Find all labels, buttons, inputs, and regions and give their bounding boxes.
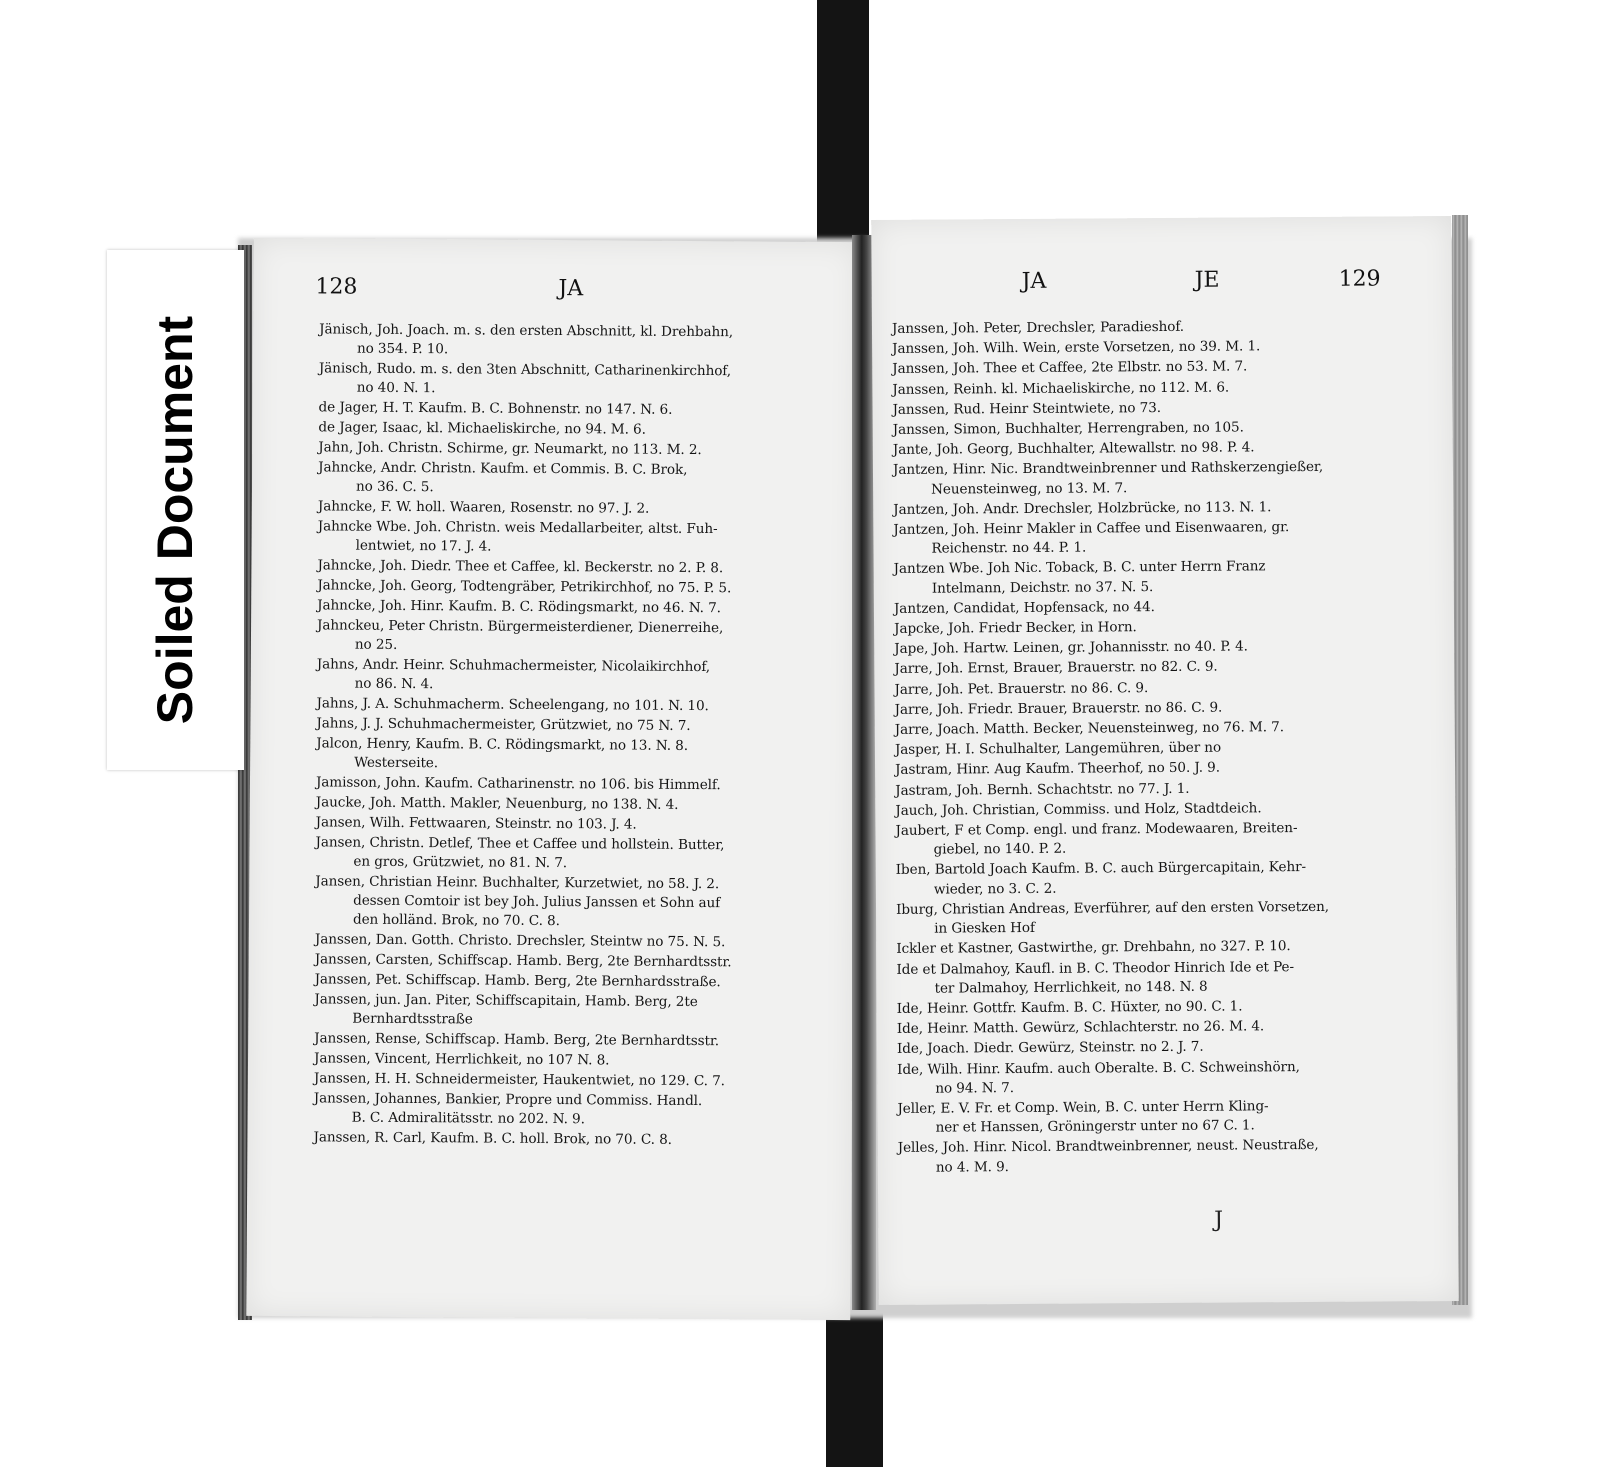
directory-entry <box>316 813 842 836</box>
directory-entry <box>317 596 843 619</box>
entry-continuation-line: giebel, no 140. P. 2. <box>933 840 1067 858</box>
entry-line: Jahnckeu, Peter Christn. Bürgermeisterdiener, Dienerreihe, <box>317 617 724 637</box>
directory-entry <box>893 417 1443 440</box>
entry-continuation-line: no 94. N. 7. <box>935 1079 1014 1097</box>
entry-line: Janssen, Joh. Wilh. Wein, erste Vorsetzen, no 39. M. 1. <box>892 338 1261 358</box>
entry-line: Janssen, jun. Jan. Piter, Schiffscapitain, Hamb. Berg, 2te <box>314 991 698 1011</box>
entry-continuation-line: Neuensteinweg, no 13. M. 7. <box>931 479 1128 498</box>
page-number-right: 129 <box>1338 266 1381 292</box>
entry-line: Janssen, Rense, Schiffscap. Hamb. Berg, 2te Bernhardtsstr. <box>314 1030 720 1050</box>
entry-continuation-line: no 354. P. 10. <box>356 340 449 358</box>
entry-line: Jantzen, Joh. Andr. Drechsler, Holzbrücke, no 113. N. 1. <box>893 499 1272 518</box>
directory-entry <box>316 714 842 737</box>
soiled-document-label: Soiled Document <box>147 315 203 725</box>
entry-line: Jansen, Christn. Detlef, Thee et Caffee und hollstein. Butter, <box>315 834 725 854</box>
entry-line: Ide, Wilh. Hinr. Kaufm. auch Oberalte. B. C. Schweinshörn, <box>897 1058 1300 1078</box>
entry-continuation-line: in Giesken Hof <box>934 920 1035 937</box>
directory-entry <box>894 636 1444 659</box>
entry-line: Janssen, Vincent, Herrlichkeit, no 107 N. 8. <box>313 1050 610 1069</box>
directory-entry <box>893 497 1443 520</box>
directory-entry <box>314 1049 840 1072</box>
directory-entry <box>318 418 844 441</box>
entry-line: Jastram, Joh. Bernh. Schachtstr. no 77. J. 1. <box>895 780 1190 799</box>
directory-entry <box>894 677 1444 700</box>
entry-continuation-line: Westerseite. <box>354 754 439 772</box>
entry-line: Janssen, Simon, Buchhalter, Herrengraben, no 105. <box>892 419 1244 438</box>
entry-line: Janssen, Dan. Gotth. Christo. Drechsler, Steintw no 75. N. 5. <box>314 931 726 951</box>
entry-line: Janssen, Rud. Heinr Steintwiete, no 73. <box>892 399 1161 418</box>
directory-entry <box>318 458 844 500</box>
entry-line: Jante, Joh. Georg, Buchhalter, Altewallstr. no 98. P. 4. <box>892 439 1255 459</box>
entry-line: Janssen, H. H. Schneidermeister, Haukentwiet, no 129. C. 7. <box>313 1070 725 1090</box>
entry-line: Jeller, E. V. Fr. et Comp. Wein, B. C. unter Herrn Kling- <box>897 1098 1269 1117</box>
directory-entry <box>895 758 1445 781</box>
entry-continuation-line: no 36. C. 5. <box>355 478 434 496</box>
entry-line: Jarre, Joh. Pet. Brauerstr. no 86. C. 9. <box>894 679 1149 698</box>
entry-continuation-line: ter Dalmahoy, Herrlichkeit, no 148. N. 8 <box>934 978 1208 997</box>
directory-entry <box>895 798 1445 821</box>
right-page <box>871 216 1459 1305</box>
entry-line: Jantzen Wbe. Joh Nic. Toback, B. C. unter Herrn Franz <box>893 558 1266 578</box>
entry-line: de Jager, Isaac, kl. Michaeliskirche, no 94. M. 6. <box>318 419 646 438</box>
signature-mark: J <box>1214 1207 1224 1233</box>
directory-entry <box>892 397 1442 420</box>
entry-continuation-line: no 40. N. 1. <box>356 379 436 397</box>
directory-entry <box>314 990 840 1032</box>
directory-entry <box>317 655 843 697</box>
entry-line: Jahncke Wbe. Joh. Christn. weis Medallarbeiter, altst. Fuh- <box>317 518 718 538</box>
directory-entry <box>895 737 1445 760</box>
entry-line: de Jager, H. T. Kaufm. B. C. Bohnenstr. no 147. N. 6. <box>318 399 673 418</box>
entry-continuation-line: Intelmann, Deichstr. no 37. N. 5. <box>931 578 1154 597</box>
directory-entry <box>896 957 1446 999</box>
directory-entry <box>314 1089 840 1131</box>
entry-continuation-line: B. C. Admiralitätsstr. no 202. N. 9. <box>351 1109 585 1128</box>
entry-line: Jaubert, F et Comp. engl. und franz. Modewaaren, Breiten- <box>895 820 1298 839</box>
directory-entry <box>313 1128 839 1151</box>
binding-strip-bottom <box>826 1300 883 1467</box>
entry-line: Janssen, R. Carl, Kaufm. B. C. holl. Brok, no 70. C. 8. <box>313 1129 672 1148</box>
directory-entry <box>898 1135 1448 1177</box>
directory-entry <box>896 936 1446 959</box>
directory-entry <box>897 1057 1447 1099</box>
directory-entry <box>892 316 1442 339</box>
right-page-header <box>872 266 1452 304</box>
entry-line: Ide, Heinr. Matth. Gewürz, Schlachterstr. no 26. M. 4. <box>896 1018 1265 1037</box>
entry-line: Jänisch, Rudo. m. s. den 3ten Abschnitt, Catharinenkirchhof, <box>318 360 732 380</box>
directory-entry <box>897 1036 1447 1059</box>
entry-continuation-line: lentwiet, no 17. J. 4. <box>355 537 492 555</box>
entry-line: Janssen, Joh. Peter, Drechsler, Paradieshof. <box>891 318 1185 337</box>
entry-line: Jahncke, Joh. Hinr. Kaufm. B. C. Rödingsmarkt, no 46. N. 7. <box>317 597 721 617</box>
entry-line: Jape, Joh. Hartw. Leinen, gr. Johannisstr. no 40. P. 4. <box>894 638 1248 658</box>
entry-line: Jauch, Joh. Christian, Commiss. und Holz, Stadtdeich. <box>895 800 1262 819</box>
entry-continuation-line: no 86. N. 4. <box>354 675 434 693</box>
left-page-header <box>253 274 857 312</box>
directory-entry <box>893 457 1443 499</box>
left-page-entries <box>313 320 845 1152</box>
running-head-right-1: JA <box>1021 268 1047 294</box>
entry-line: Jansen, Wilh. Fettwaaren, Steinstr. no 103. J. 4. <box>315 814 637 833</box>
entry-line: Ide et Dalmahoy, Kaufl. in B. C. Theodor Hinrich Ide et Pe- <box>896 958 1295 978</box>
entry-line: Ide, Heinr. Gottfr. Kaufm. B. C. Hüxter, no 90. C. 1. <box>896 998 1243 1017</box>
entry-line: Jantzen, Candidat, Hopfensack, no 44. <box>893 598 1155 617</box>
entry-line: Jahns, J. J. Schuhmachermeister, Grützwiet, no 75 N. 7. <box>316 715 691 734</box>
entry-line: Jamisson, John. Kaufm. Catharinenstr. no 106. bis Himmelf. <box>315 774 721 794</box>
directory-entry <box>315 833 841 875</box>
directory-entry <box>894 556 1444 598</box>
directory-entry <box>315 950 841 973</box>
entry-line: Janssen, Joh. Thee et Caffee, 2te Elbstr. no 53. M. 7. <box>892 358 1248 378</box>
directory-entry <box>894 657 1444 680</box>
directory-entry <box>314 1029 840 1052</box>
directory-entry <box>317 556 843 579</box>
entry-line: Jelles, Joh. Hinr. Nicol. Brandtweinbrenner, neust. Neustraße, <box>897 1137 1319 1157</box>
entry-line: Iburg, Christian Andreas, Everführer, auf den ersten Vorsetzen, <box>895 898 1330 918</box>
entry-line: Jastram, Hinr. Aug Kaufm. Theerhof, no 50. J. 9. <box>895 760 1220 779</box>
entry-line: Japcke, Joh. Friedr Becker, in Horn. <box>894 619 1137 637</box>
right-page-entries <box>892 316 1448 1179</box>
directory-entry <box>319 320 845 362</box>
entry-line: Jaucke, Joh. Matth. Makler, Neuenburg, no 138. N. 4. <box>315 794 679 813</box>
entry-line: Jahncke, Andr. Christn. Kaufm. et Commis. B. C. Brok, <box>318 459 688 478</box>
directory-entry <box>897 1096 1447 1138</box>
entry-line: Jarre, Joh. Ernst, Brauer, Brauerstr. no 82. C. 9. <box>894 659 1218 678</box>
directory-entry <box>316 773 842 796</box>
running-head-right-2: JE <box>1194 267 1220 293</box>
entry-continuation-line: no 4. M. 9. <box>935 1158 1009 1176</box>
directory-entry <box>896 858 1446 900</box>
directory-entry <box>316 734 842 776</box>
directory-entry <box>895 697 1445 720</box>
entry-line: Iben, Bartold Joach Kaufm. B. C. auch Bürgercapitain, Kehr- <box>895 859 1307 879</box>
left-page <box>246 238 858 1320</box>
entry-continuation-line: Reichenstr. no 44. P. 1. <box>931 539 1087 557</box>
directory-entry <box>894 596 1444 619</box>
directory-entry <box>319 359 845 401</box>
entry-line: Janssen, Johannes, Bankier, Propre und Commiss. Handl. <box>313 1090 703 1110</box>
directory-entry <box>317 616 843 658</box>
running-head-left: JA <box>558 276 584 302</box>
entry-continuation-line: en gros, Grützwiet, no 81. N. 7. <box>353 853 568 872</box>
entry-line: Jansen, Christian Heinr. Buchhalter, Kurzetwiet, no 58. J. 2. <box>315 873 720 893</box>
directory-entry <box>315 872 841 933</box>
entry-continuation-line: den holländ. Brok, no 70. C. 8. <box>352 911 560 930</box>
entry-continuation-line: no 25. <box>354 636 398 653</box>
directory-entry <box>319 398 845 421</box>
directory-entry <box>892 377 1442 400</box>
entry-line: Jahn, Joh. Christn. Schirme, gr. Neumarkt, no 113. M. 2. <box>318 439 702 459</box>
entry-line: Jantzen, Joh. Heinr Makler in Caffee und Eisenwaaren, gr. <box>893 519 1290 538</box>
directory-entry <box>317 576 843 599</box>
entry-line: Janssen, Carsten, Schiffscap. Hamb. Berg, 2te Bernhardtsstr. <box>314 951 732 971</box>
entry-continuation-line: Bernhardtsstraße <box>352 1010 473 1028</box>
entry-line: Jahncke, F. W. holl. Waaren, Rosenstr. no 97. J. 2. <box>317 498 650 517</box>
directory-entry <box>318 497 844 520</box>
entry-line: Janssen, Reinh. kl. Michaeliskirche, no 112. M. 6. <box>892 379 1230 398</box>
entry-line: Jahns, J. A. Schuhmacherm. Scheelengang, no 101. N. 10. <box>316 695 709 715</box>
directory-entry <box>892 336 1442 359</box>
directory-entry <box>315 970 841 993</box>
directory-entry <box>896 897 1446 939</box>
entry-line: Jarre, Joach. Matth. Becker, Neuensteinweg, no 76. M. 7. <box>894 719 1284 738</box>
entry-line: Jahns, Andr. Heinr. Schuhmachermeister, Nicolaikirchhof, <box>316 656 711 676</box>
entry-line: Jarre, Joh. Friedr. Brauer, Brauerstr. no 86. C. 9. <box>894 699 1223 718</box>
directory-entry <box>893 437 1443 460</box>
page-number-left: 128 <box>315 274 358 300</box>
entry-line: Ide, Joach. Diedr. Gewürz, Steinstr. no 2. J. 7. <box>896 1039 1204 1058</box>
directory-entry <box>318 438 844 461</box>
directory-entry <box>316 793 842 816</box>
entry-line: Jahncke, Joh. Diedr. Thee et Caffee, kl. Beckerstr. no 2. P. 8. <box>317 557 724 577</box>
directory-entry <box>894 616 1444 639</box>
directory-entry <box>895 717 1445 740</box>
directory-entry <box>315 930 841 953</box>
binding-strip-top <box>817 0 869 245</box>
entry-line: Jänisch, Joh. Joach. m. s. den ersten Abschnitt, kl. Drehbahn, <box>319 321 734 341</box>
entry-continuation-line: dessen Comtoir ist bey Joh. Julius Janssen et Sohn auf <box>353 892 721 912</box>
entry-line: Jalcon, Henry, Kaufm. B. C. Rödingsmarkt, no 13. N. 8. <box>316 735 689 754</box>
directory-entry <box>897 996 1447 1019</box>
entry-continuation-line: ner et Hanssen, Gröningerstr unter no 67 C. 1. <box>935 1117 1255 1136</box>
entry-line: Janssen, Pet. Schiffscap. Hamb. Berg, 2te Bernhardsstraße. <box>314 971 721 991</box>
directory-entry <box>316 694 842 717</box>
directory-entry <box>892 356 1442 379</box>
entry-line: Jasper, H. I. Schulhalter, Langemühren, über no <box>894 739 1222 759</box>
directory-entry <box>893 517 1443 559</box>
entry-continuation-line: wieder, no 3. C. 2. <box>933 880 1057 898</box>
directory-entry <box>897 1016 1447 1039</box>
directory-entry <box>895 818 1445 860</box>
entry-line: Ickler et Kastner, Gastwirthe, gr. Drehbahn, no 327. P. 10. <box>896 938 1291 958</box>
entry-line: Jahncke, Joh. Georg, Todtengräber, Petrikirchhof, no 75. P. 5. <box>317 577 732 597</box>
directory-entry <box>318 517 844 559</box>
directory-entry <box>895 778 1445 801</box>
directory-entry <box>314 1069 840 1092</box>
entry-line: Jantzen, Hinr. Nic. Brandtweinbrenner und Rathskerzengießer, <box>892 459 1324 479</box>
